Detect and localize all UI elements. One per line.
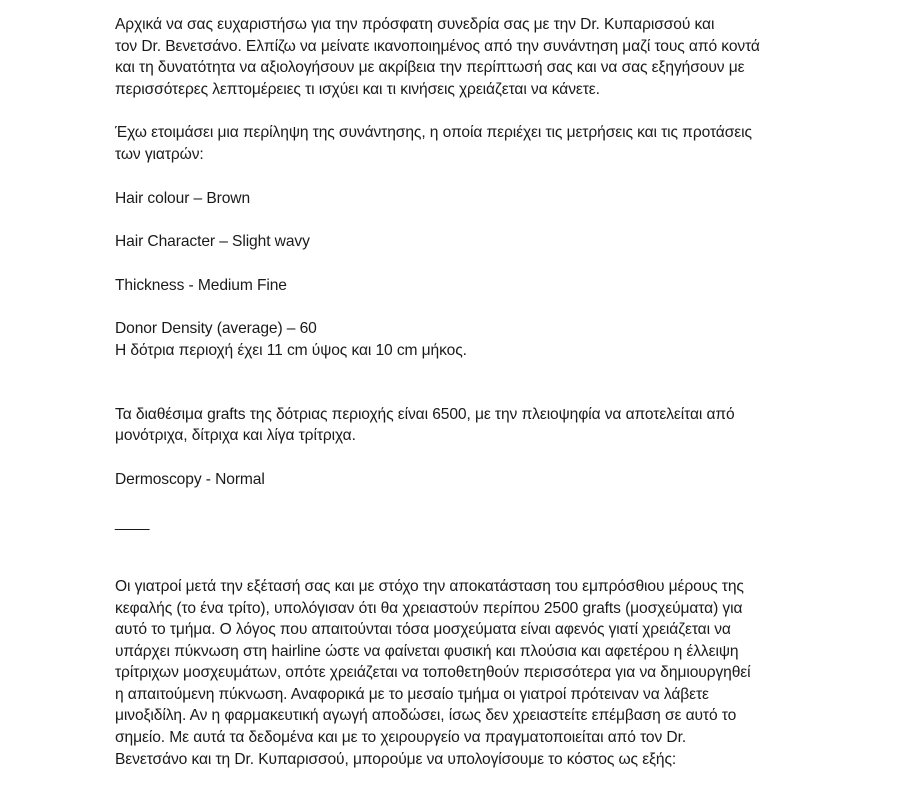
paragraph-gap xyxy=(115,447,875,469)
hair-character-line xyxy=(115,231,875,253)
donor-density-paragraph xyxy=(115,318,875,361)
text-line: των γιατρών: xyxy=(115,145,204,163)
text-line: και τη δυνατότητα να αξιολογήσουν με ακρίβεια την περίπτωσή σας και να σας εξηγήσουν με xyxy=(115,59,745,77)
text-line: αυτό το τμήμα. Ο λόγος που απαιτούνται τόσα μοσχεύματα είναι αφενός γιατί χρειάζεται να xyxy=(115,621,731,639)
text-line: Τα διαθέσιμα grafts της δότριας περιοχής είναι 6500, με την πλειοψηφία να αποτελείται από xyxy=(115,405,735,423)
paragraph-gap xyxy=(115,166,875,188)
text-line: Έχω ετοιμάσει μια περίληψη της συνάντησης, η οποία περιέχει τις μετρήσεις και τις προτάσεις xyxy=(115,124,752,142)
grafts-paragraph xyxy=(115,404,875,447)
text-line: κεφαλής (το ένα τρίτο), υπολόγισαν ότι θα χρειαστούν περίπου 2500 grafts (μοσχεύματα) για xyxy=(115,599,743,617)
intro-paragraph xyxy=(115,14,875,100)
paragraph-gap xyxy=(115,253,875,275)
text-line: Donor Density (average) – 60 xyxy=(115,320,317,338)
separator-line xyxy=(115,512,875,534)
text-line: τον Dr. Βενετσάνο. Ελπίζω να μείνατε ικανοποιημένος από την συνάντηση μαζί τους από κοντά xyxy=(115,37,760,55)
paragraph-gap xyxy=(115,100,875,122)
text-line: τρίτριχων μοσχευμάτων, οπότε χρειάζεται να τοποθετηθούν περισσότερα για να δημιουργηθεί xyxy=(115,664,751,682)
paragraph-gap xyxy=(115,209,875,231)
summary-intro-paragraph xyxy=(115,122,875,165)
text-line: μινοξιδίλη. Αν η φαρμακευτική αγωγή αποδώσει, ίσως δεν χρειαστείτε επέμβαση σε αυτό το xyxy=(115,707,737,725)
text-line: σημείο. Με αυτά τα δεδομένα και με το χειρουργείο να πραγματοποιείται από τον Dr. xyxy=(115,729,687,747)
paragraph-gap xyxy=(115,534,875,576)
text-line: Αρχικά να σας ευχαριστήσω για την πρόσφατη συνεδρία σας με την Dr. Κυπαρισσού και xyxy=(115,16,715,33)
text-line: Βενετσάνο και τη Dr. Κυπαρισσού, μπορούμε να υπολογίσουμε το κόστος ως εξής: xyxy=(115,750,677,768)
doctors-plan-paragraph xyxy=(115,576,875,770)
text-line: Thickness - Medium Fine xyxy=(115,276,287,294)
dermoscopy-line xyxy=(115,469,875,491)
text-line: Η δότρια περιοχή έχει 11 cm ύψος και 10 cm μήκος. xyxy=(115,341,467,359)
text-line: Hair colour – Brown xyxy=(115,189,251,207)
text-line: υπάρχει πύκνωση στη hairline ώστε να φαίνεται φυσική και πλούσια και αφετέρου η έλλειψη xyxy=(115,642,739,660)
text-line: Dermoscopy - Normal xyxy=(115,470,265,488)
paragraph-gap xyxy=(115,362,875,404)
hair-colour-line xyxy=(115,188,875,210)
paragraph-gap xyxy=(115,490,875,512)
separator: ____ xyxy=(115,514,150,532)
paragraph-gap xyxy=(115,296,875,318)
text-line: Οι γιατροί μετά την εξέτασή σας και με στόχο την αποκατάσταση του εμπρόσθιου μέρους της xyxy=(115,577,744,595)
thickness-line xyxy=(115,275,875,297)
text-line: μονότριχα, δίτριχα και λίγα τρίτριχα. xyxy=(115,427,356,445)
text-line: η απαιτούμενη πύκνωση. Αναφορικά με το μεσαίο τμήμα οι γιατροί πρότειναν να λάβετε xyxy=(115,685,709,703)
text-line: Hair Character – Slight wavy xyxy=(115,233,310,251)
text-line: περισσότερες λεπτομέρειες τι ισχύει και τι κινήσεις χρειάζεται να κάνετε. xyxy=(115,80,600,98)
document-body xyxy=(115,14,875,770)
